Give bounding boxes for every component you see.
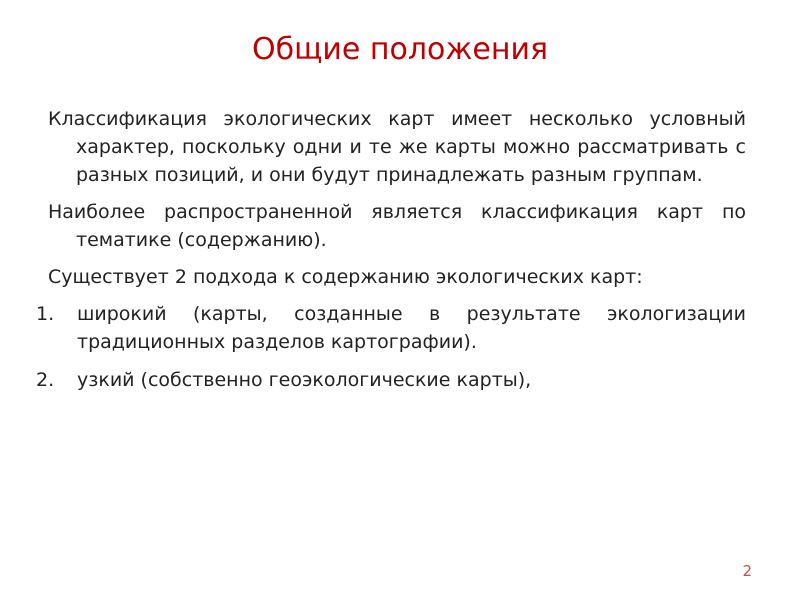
paragraph-approaches: Существует 2 подхода к содержанию экологических карт: (48, 266, 643, 288)
list-item-number: 2. (36, 369, 55, 391)
list-item (36, 300, 746, 356)
list-item (36, 366, 746, 394)
list-item-text: широкий (карты, созданные в результате экологизации традиционных разделов картографии). (77, 303, 746, 353)
list-item-text: узкий (собственно геоэкологические карты), (77, 369, 532, 391)
paragraph-common-classification: Наиболее распространенной является классификация карт по тематике (содержанию). (48, 201, 746, 251)
slide-body (36, 105, 746, 404)
paragraph-classification: Классификация экологических карт имеет несколько условный характер, поскольку одни и те же карты можно рассматривать с разных позиций, и они будут принадлежать разным группам. (48, 108, 746, 186)
slide-title: Общие положения (251, 32, 548, 67)
list-item-number: 1. (36, 303, 55, 325)
page-number: 2 (742, 562, 752, 580)
